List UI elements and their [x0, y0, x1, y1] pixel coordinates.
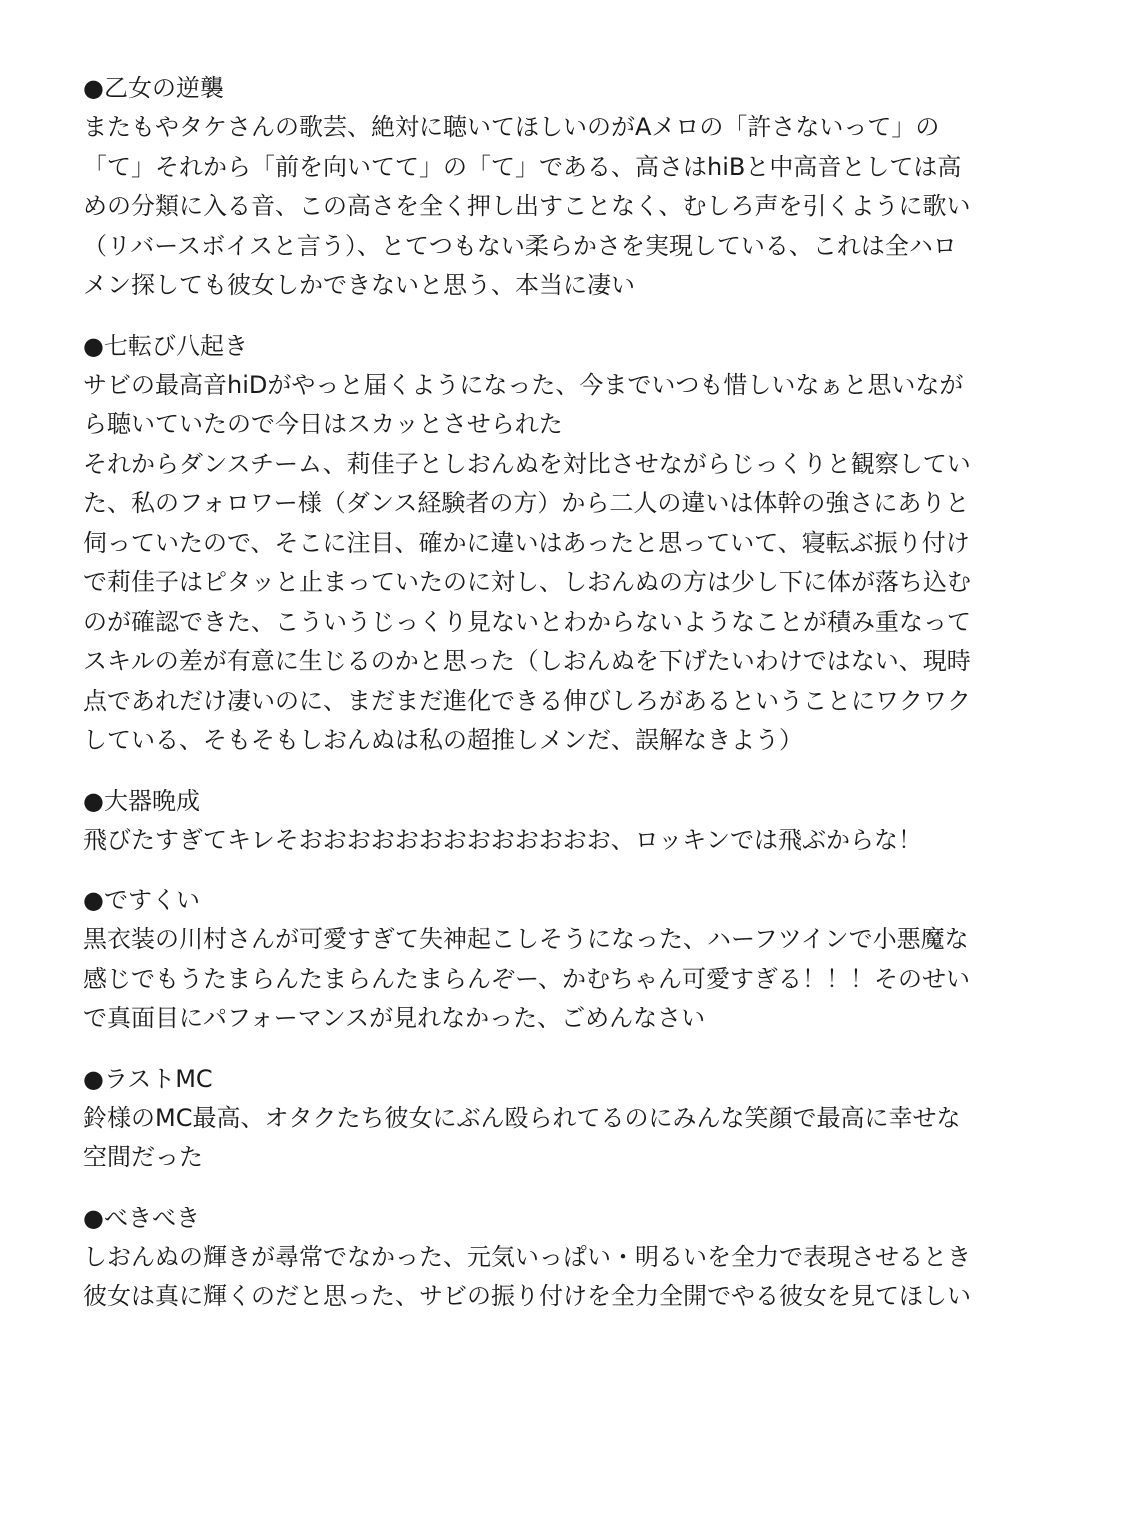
paragraph-line: 彼女は真に輝くのだと思った、サビの振り付けを全力全開でやる彼女を見てほしい [83, 1282, 971, 1310]
section-heading: ●ラストMC [83, 1064, 213, 1093]
section-bekibeki [83, 1198, 1063, 1317]
paragraph-line: （リバースボイスと言う）、とてつもない柔らかさを実現している、これは全ハロ [83, 231, 957, 260]
paragraph-line: またもやタケさんの歌芸、絶対に聴いてほしいのがAメロの「許さないって」の [83, 113, 940, 141]
paragraph-line: で真面目にパフォーマンスが見れなかった、ごめんなさい [83, 1004, 706, 1032]
paragraph-line: メン探しても彼女しかできないと思う、本当に凄い [83, 271, 635, 299]
section-heading: ●べきべき [83, 1203, 200, 1232]
section-otome-no-gyakushu [83, 68, 1063, 306]
paragraph-line: 黒衣装の川村さんが可愛すぎて失神起こしそうになった、ハーフツインで小悪魔な [83, 925, 969, 953]
paragraph-line: しおんぬの輝きが尋常でなかった、元気いっぱい・明るいを全力で表現させるとき [83, 1242, 971, 1271]
section-heading: ●七転び八起き [83, 331, 248, 360]
paragraph-line: た、私のフォロワー様（ダンス経験者の方）から二人の違いは体幹の強さにありと [83, 489, 970, 517]
paragraph-line: で莉佳子はピタッと止まっていたのに対し、しおんぬの方は少し下に体が落ち込む [83, 568, 971, 596]
paragraph-line: している、そもそもしおんぬは私の超推しメンだ、誤解なきよう） [83, 726, 803, 754]
paragraph-line: のが確認できた、こういうじっくり見ないとわからないようなことが積み重なって [83, 607, 971, 636]
section-last-mc [83, 1059, 1063, 1178]
paragraph-line: 感じでもうたまらんたまらんたまらんぞー、かむちゃん可愛すぎる！！！そのせい [83, 964, 971, 993]
paragraph-line: それからダンスチーム、莉佳子としおんぬを対比させながらじっくりと観察してい [83, 449, 971, 478]
paragraph-line: 飛びたすぎてキレそおおおおおおおおおおおおお、ロッキンでは飛ぶからな！ [83, 825, 923, 854]
paragraph-line: 伺っていたので、そこに注目、確かに違いはあったと思っていて、寝転ぶ振り付け [83, 528, 970, 557]
paragraph-line: 「て」それから「前を向いてて」の「て」である、高さはhiBと中高音としては高 [83, 152, 962, 181]
paragraph-line: スキルの差が有意に生じるのかと思った（しおんぬを下げたいわけではない、現時 [83, 647, 971, 675]
paragraph-line: ら聴いていたので今日はスカッとさせられた [83, 410, 563, 438]
section-heading: ●大器晩成 [83, 786, 200, 815]
section-heading: ●ですくい [83, 886, 200, 914]
section-desukui [83, 880, 1063, 1039]
paragraph-line: めの分類に入る音、この高さを全く押し出すことなく、むしろ声を引くように歌い [83, 192, 971, 220]
section-taiki-bansei [83, 781, 1063, 861]
paragraph-line: 点であれだけ凄いのに、まだまだ進化できる伸びしろがあるということにワクワク [83, 686, 971, 715]
paragraph-line: サビの最高音hiDがやっと届くようになった、今までいつも惜しいなぁと思いなが [83, 370, 964, 399]
section-heading: ●乙女の逆襲 [83, 74, 224, 102]
paragraph-line: 鈴様のMC最高、オタクたち彼女にぶん殴られてるのにみんな笑顔で最高に幸せな [83, 1103, 961, 1132]
document-body [83, 68, 1063, 1337]
section-nanakorobi-yaoki [83, 326, 1063, 761]
paragraph-line: 空間だった [83, 1143, 203, 1171]
